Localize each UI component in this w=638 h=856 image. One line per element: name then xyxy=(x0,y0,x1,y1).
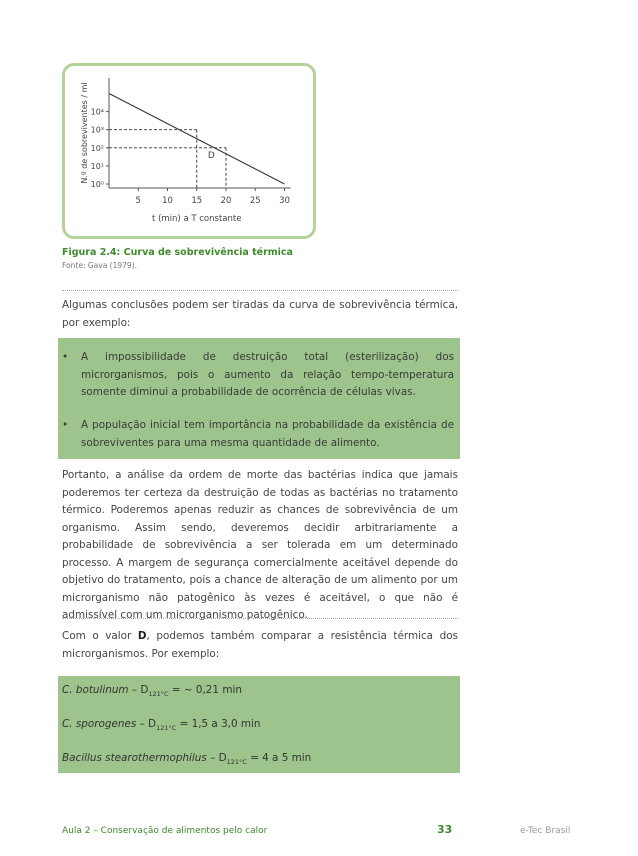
x-tick-label: 30 xyxy=(279,196,290,206)
d-value-label: D xyxy=(137,630,147,642)
y-tick-label: 10⁴ xyxy=(90,107,104,117)
example-row xyxy=(62,718,261,732)
footer-chapter: Aula 2 – Conservação de alimentos pelo calor xyxy=(62,826,268,836)
d-label: – D xyxy=(206,752,227,764)
organism-name: C. botulinum xyxy=(62,684,129,696)
survival-curve-chart xyxy=(65,66,313,236)
d-value: = ~ 0,21 min xyxy=(168,684,242,696)
y-tick-label: 10⁰ xyxy=(90,180,104,189)
d-value: = 4 a 5 min xyxy=(246,752,312,764)
figure-frame xyxy=(62,63,316,239)
x-tick-label: 10 xyxy=(162,196,173,206)
organism-name: C. sporogenes xyxy=(62,718,137,730)
y-tick-label: 10³ xyxy=(90,125,104,135)
example-row xyxy=(62,752,311,766)
d-label: – D xyxy=(128,684,149,696)
d-label: – D xyxy=(136,718,157,730)
bullet-dot: • xyxy=(62,419,69,431)
d-value: = 1,5 a 3,0 min xyxy=(176,718,261,730)
x-tick-label: 5 xyxy=(135,196,141,206)
bullet-dot: • xyxy=(62,351,69,363)
example-row xyxy=(62,684,242,698)
intro-paragraph: Algumas conclusões podem ser tiradas da curva de sobrevivência térmica, por exemplo: xyxy=(62,299,458,329)
figure-source: Fonte: Gava (1979). xyxy=(62,261,138,270)
divider xyxy=(62,290,458,291)
x-tick-label: 15 xyxy=(191,196,203,206)
footer-brand: e-Tec Brasil xyxy=(520,826,571,836)
bullet-text: A impossibilidade de destruição total (esterilização) dos microrganismos, pois o aumento da relação tempo-temperatura somente diminui a probabilidade de ocorrência de células vivas. xyxy=(81,351,454,398)
figure-caption: Figura 2.4: Curva de sobrevivência térmica xyxy=(62,247,293,258)
page-number: 33 xyxy=(437,823,453,836)
divider xyxy=(62,618,458,619)
d-annotation-label: D xyxy=(207,150,215,161)
y-tick-label: 10² xyxy=(90,143,104,153)
y-tick-label: 10¹ xyxy=(90,161,104,171)
temperature-subscript: 121°C xyxy=(148,690,169,699)
x-tick-label: 20 xyxy=(220,196,232,206)
x-tick-label: 25 xyxy=(249,196,261,206)
para2-after: , podemos também comparar a resistência térmica dos microrganismos. Por exemplo: xyxy=(62,630,458,660)
organism-name: Bacillus stearothermophilus xyxy=(62,752,207,764)
bullet-text: A população inicial tem importância na probabilidade da existência de sobreviventes para uma mesma quantidade de alimento. xyxy=(81,419,454,449)
temperature-subscript: 121°C xyxy=(156,724,177,733)
y-axis-label: N.º de sobreviventes / ml xyxy=(80,82,89,184)
para2-before: Com o valor xyxy=(62,630,138,642)
body-paragraph-2 xyxy=(62,628,458,663)
temperature-subscript: 121°C xyxy=(226,758,247,767)
x-axis-label: t (min) a T constante xyxy=(152,214,242,224)
body-paragraph-1: Portanto, a análise da ordem de morte das bactérias indica que jamais poderemos ter certeza da destruição de todas as bactérias no tratamento térmico. Poderemos apenas reduzir as chances de sobrevivência de um organismo. Assim sendo, deveremos decidir arbitrariamente a probabilidade de sobrevivência a ser tolerada em um determinado processo. A margem de segurança comercialmente aceitável depende do objetivo do tratamento, pois a chance de alteração de um alimento por um microrganismo não patogênico às vezes é aceitável, o que não é admissível com um microrganismo patogênico. xyxy=(62,469,458,621)
